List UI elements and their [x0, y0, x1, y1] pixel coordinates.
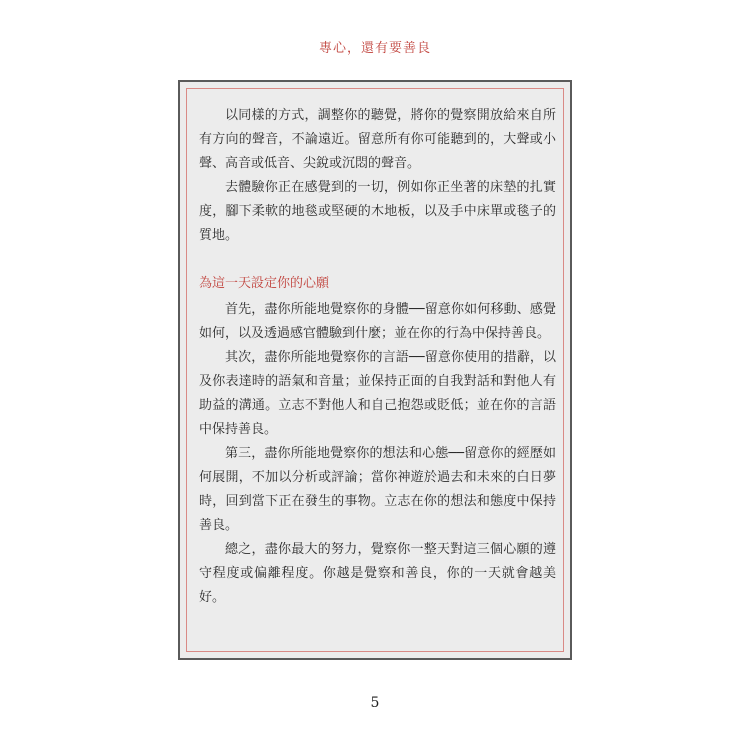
running-header: 專心，還有要善良 — [318, 41, 431, 56]
section-heading: 為這一天設定你的心願 — [199, 276, 330, 291]
paragraph-body: 首先，盡你所能地覺察你的身體──留意你如何移動、感覺如何，以及透過感官體驗到什麼；並在你的行為中保持善良。 — [199, 302, 556, 341]
page-number: 5 — [370, 695, 380, 711]
paragraph-hearing: 以同樣的方式，調整你的聽覺，將你的覺察開放給來自所有方向的聲音，不論遠近。留意所有你可能聽到的，大聲或小聲、高音或低音、尖銳或沉悶的聲音。 — [199, 108, 556, 171]
text-box-content — [199, 104, 556, 610]
paragraph-speech: 其次，盡你所能地覺察你的言語──留意你使用的措辭，以及你表達時的語氣和音量；並保持正面的自我對話和對他人有助益的溝通。立志不對他人和自己抱怨或貶低；並在你的言語中保持善良。 — [199, 350, 556, 437]
paragraph-summary: 總之，盡你最大的努力，覺察你一整天對這三個心願的遵守程度或偏離程度。你越是覺察和善良，你的一天就會越美好。 — [199, 542, 556, 605]
paragraph-mind: 第三，盡你所能地覺察你的想法和心態──留意你的經歷如何展開，不加以分析或評論；當你神遊於過去和未來的白日夢時，回到當下正在發生的事物。立志在你的想法和態度中保持善良。 — [199, 446, 556, 533]
paragraph-touch: 去體驗你正在感覺到的一切，例如你正坐著的床墊的扎實度，腳下柔軟的地毯或堅硬的木地板，以及手中床單或毯子的質地。 — [199, 180, 556, 243]
